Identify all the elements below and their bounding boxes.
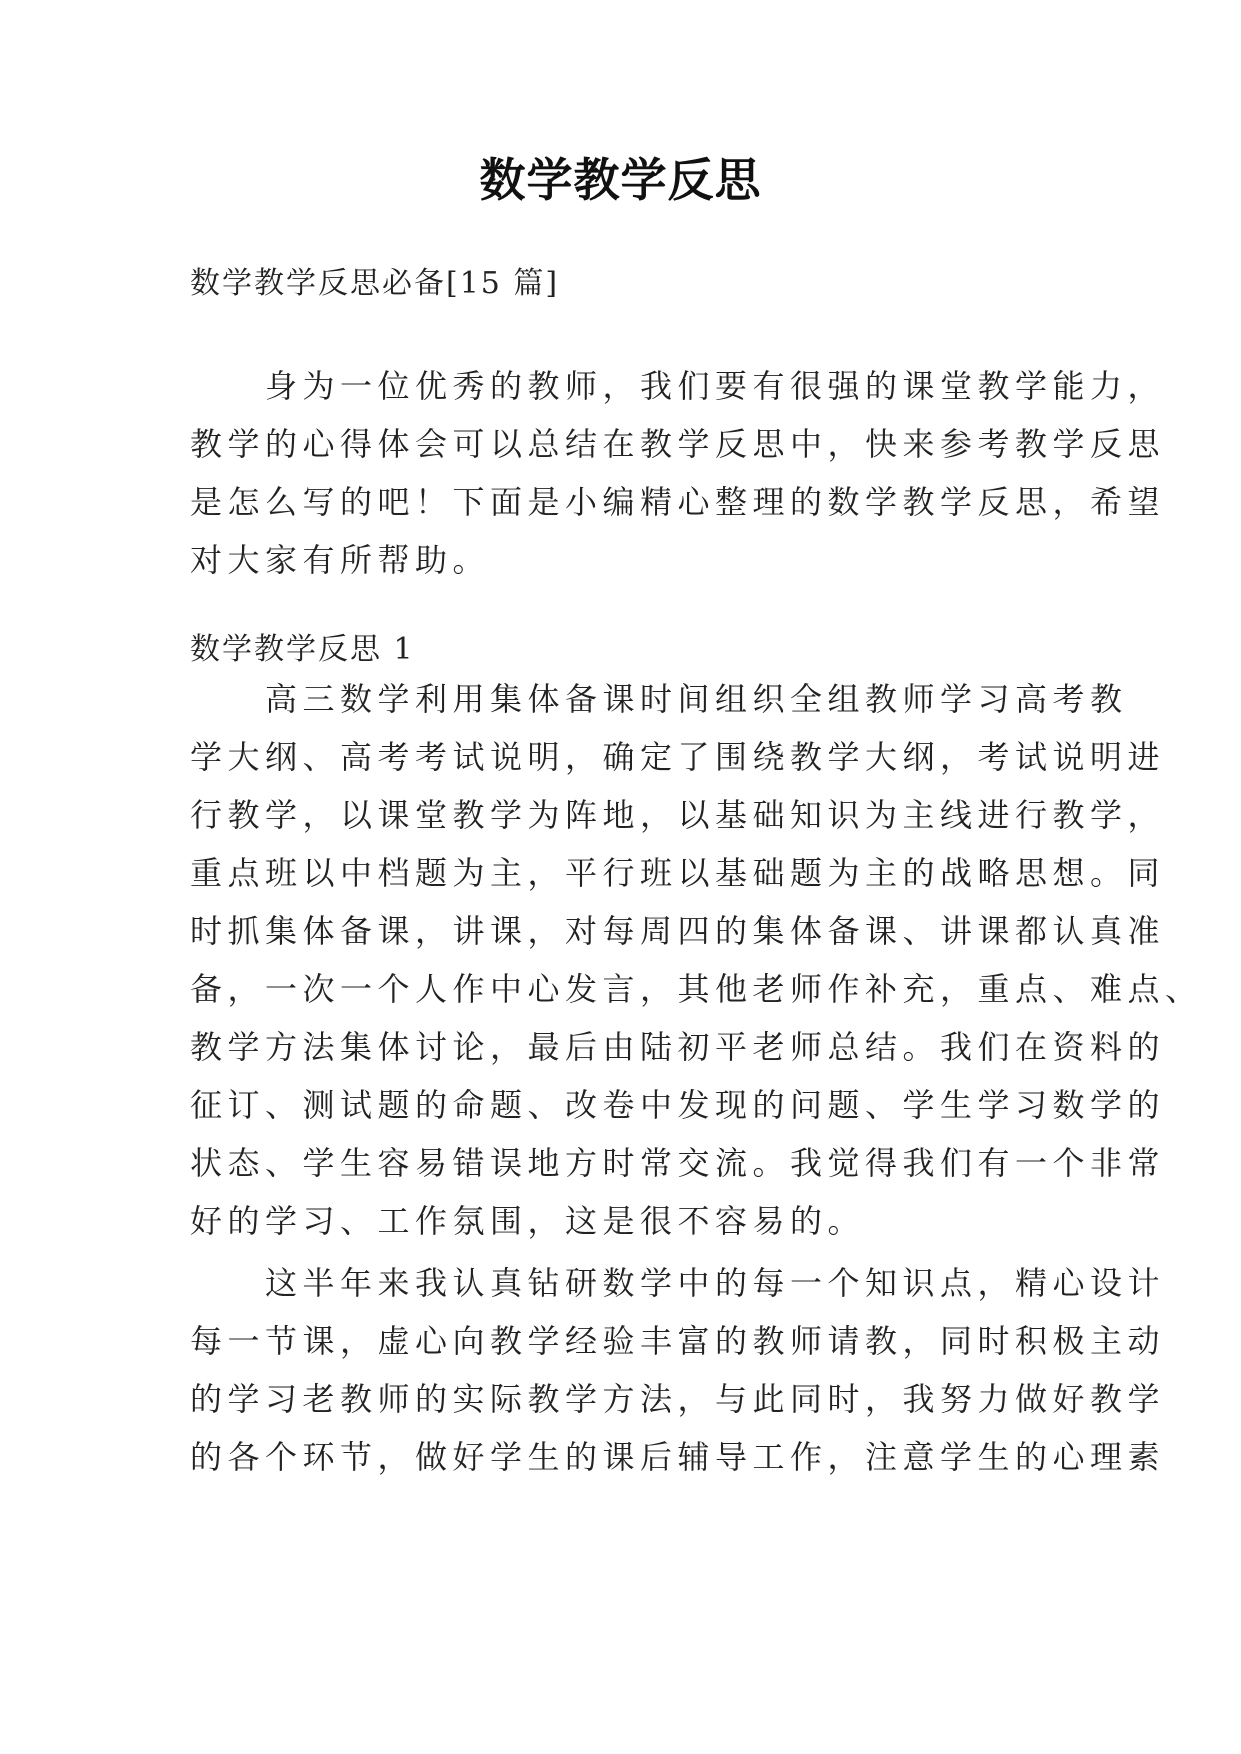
document-subtitle: 数学教学反思必备[15 篇]	[190, 266, 560, 301]
intro-paragraph	[190, 357, 1165, 589]
paragraph-line: 的各个环节，做好学生的课后辅导工作，注意学生的心理素	[190, 1438, 1166, 1476]
section1-paragraph-2	[190, 1254, 1165, 1486]
paragraph-line: 的学习老教师的实际教学方法，与此同时，我努力做好教学	[190, 1380, 1166, 1418]
section-heading: 数学教学反思 1	[190, 632, 415, 667]
paragraph-line: 状态、学生容易错误地方时常交流。我觉得我们有一个非常	[190, 1144, 1166, 1182]
paragraph-line: 教学方法集体讨论，最后由陆初平老师总结。我们在资料的	[190, 1028, 1166, 1066]
paragraph-line: 教学的心得体会可以总结在教学反思中，快来参考教学反思	[190, 425, 1166, 463]
paragraph-line: 时抓集体备课，讲课，对每周四的集体备课、讲课都认真准	[190, 912, 1166, 950]
paragraph-line: 每一节课，虚心向教学经验丰富的教师请教，同时积极主动	[190, 1322, 1166, 1360]
paragraph-line: 好的学习、工作氛围，这是很不容易的。	[190, 1202, 866, 1240]
paragraph-line: 重点班以中档题为主，平行班以基础题为主的战略思想。同	[190, 854, 1166, 892]
paragraph-line: 高三数学利用集体备课时间组织全组教师学习高考教	[190, 680, 1128, 718]
document-title: 数学教学反思	[479, 153, 762, 207]
section1-paragraph-1	[190, 670, 1203, 1250]
paragraph-line: 学大纲、高考考试说明，确定了围绕教学大纲，考试说明进	[190, 738, 1166, 776]
paragraph-line: 这半年来我认真钻研数学中的每一个知识点，精心设计	[190, 1264, 1166, 1302]
paragraph-line: 征订、测试题的命题、改卷中发现的问题、学生学习数学的	[190, 1086, 1166, 1124]
paragraph-line: 行教学，以课堂教学为阵地，以基础知识为主线进行教学，	[190, 796, 1166, 834]
paragraph-line: 备，一次一个人作中心发言，其他老师作补充，重点、难点、	[190, 970, 1203, 1008]
paragraph-line: 是怎么写的吧！下面是小编精心整理的数学教学反思，希望	[190, 483, 1166, 521]
paragraph-line: 对大家有所帮助。	[190, 541, 491, 579]
paragraph-line: 身为一位优秀的教师，我们要有很强的课堂教学能力，	[190, 367, 1166, 405]
